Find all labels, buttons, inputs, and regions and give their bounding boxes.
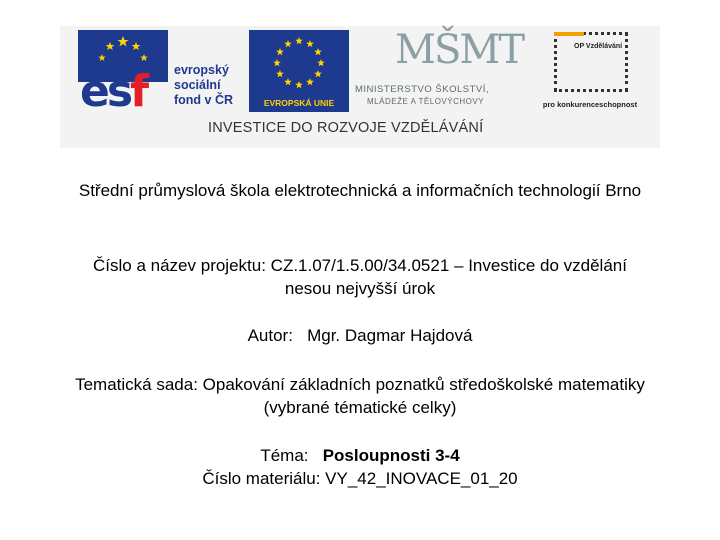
msmt-name-line2: MLÁDEŽE A TĚLOVÝCHOVY	[367, 97, 485, 106]
op-frame-icon	[554, 32, 628, 92]
thematic-line-2: (vybrané tématické celky)	[263, 398, 457, 417]
topic-line	[0, 446, 720, 466]
msmt-name-line1: MINISTERSTVO ŠKOLSTVÍ,	[355, 84, 489, 95]
thematic-line-1: Tematická sada: Opakování základních poznatků středoškolské matematiky	[75, 375, 645, 394]
eu-star-icon	[295, 81, 303, 88]
eu-star-icon	[276, 70, 284, 77]
school-name: Střední průmyslová škola elektrotechnická a informačních technologií Brno	[78, 181, 642, 200]
msmt-mark: MŠMT	[395, 27, 523, 73]
op-caption: pro konkurenceschopnost	[542, 100, 638, 109]
eu-star-icon	[317, 59, 325, 66]
investice-slogan: INVESTICE DO ROZVOJE VZDĚLÁVÁNÍ	[208, 120, 484, 136]
author-line	[0, 326, 720, 346]
project-line-2: nesou nejvyšší úrok	[284, 279, 436, 298]
eu-star-icon	[276, 48, 284, 55]
eu-star-icon	[284, 40, 292, 47]
esf-letters: esf	[80, 66, 147, 117]
eu-star-icon	[284, 78, 292, 85]
project-line-1: Číslo a název projektu: CZ.1.07/1.5.00/34.0521 – Investice do vzdělání	[93, 256, 627, 275]
material-number: Číslo materiálu: VY_42_INOVACE_01_20	[202, 469, 518, 488]
eu-star-icon	[306, 40, 314, 47]
esf-text	[174, 63, 233, 108]
op-title: OP Vzdělávání	[574, 43, 623, 50]
op-frame-accent	[554, 32, 584, 36]
eu-star-icon	[273, 59, 281, 66]
esf-text-line: sociální	[174, 78, 221, 92]
eu-caption: EVROPSKÁ UNIE	[249, 97, 349, 110]
esf-text-line: fond v ČR	[174, 93, 234, 107]
op-logo	[530, 30, 650, 114]
eu-star-icon	[314, 48, 322, 55]
msmt-logo	[355, 27, 525, 112]
eu-star-icon	[295, 37, 303, 44]
eu-stars-icon	[249, 30, 349, 96]
eu-star-icon	[306, 78, 314, 85]
esf-text-line: evropský	[174, 63, 229, 77]
esf-logo	[78, 30, 246, 118]
author-label: Autor:	[247, 326, 293, 345]
topic-label: Téma:	[260, 446, 309, 465]
eu-star-icon	[314, 70, 322, 77]
author-name: Mgr. Dagmar Hajdová	[307, 326, 473, 345]
topic-value: Posloupnosti 3-4	[322, 446, 460, 465]
